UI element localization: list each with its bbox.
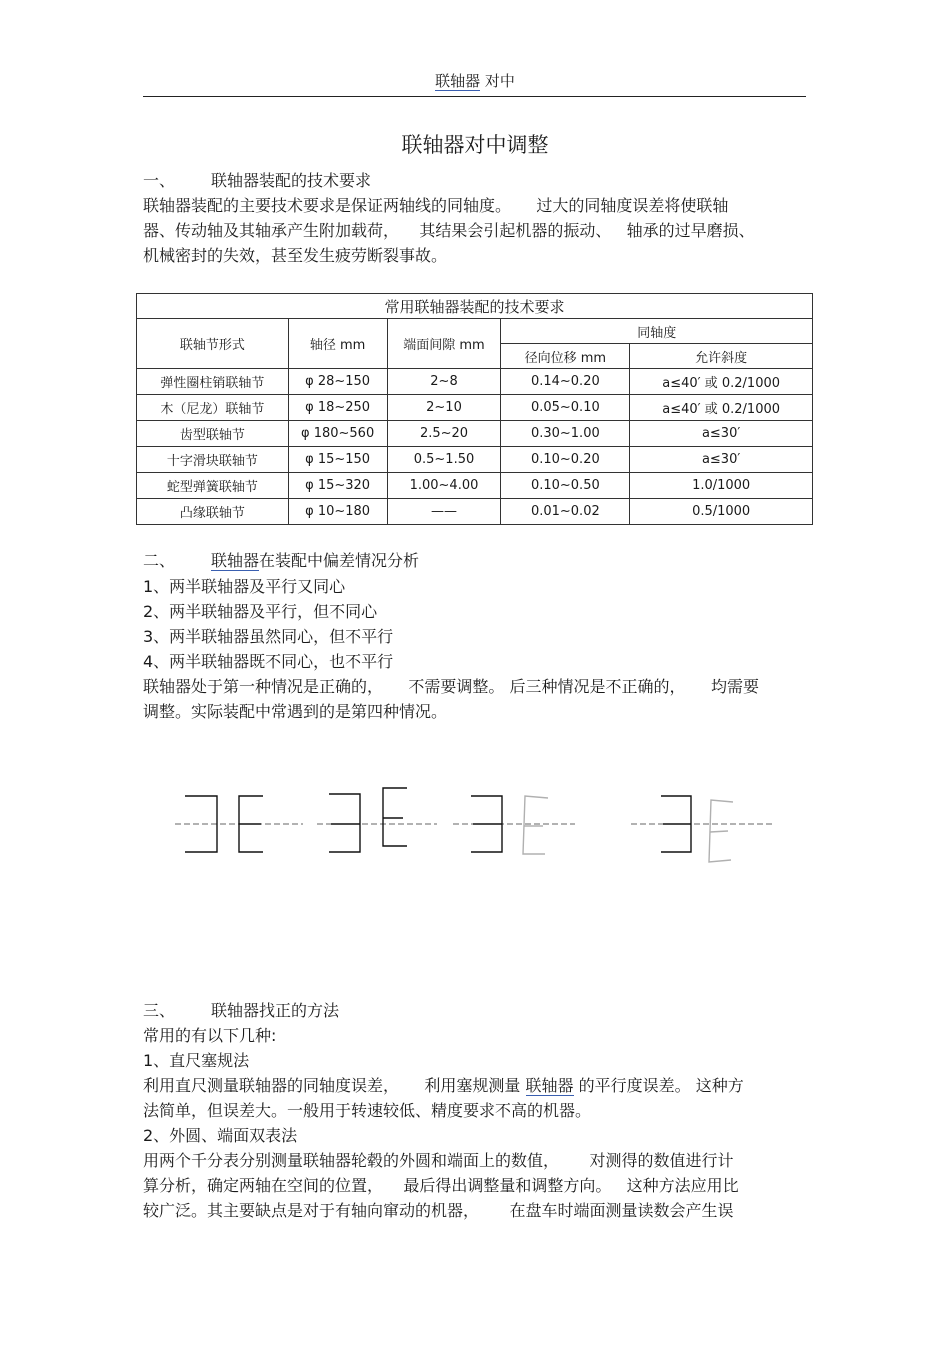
list-item: 1、两半联轴器及平行又同心 xyxy=(143,577,346,596)
section-2-heading-link[interactable]: 联轴器 xyxy=(211,551,260,570)
cell-gap: —— xyxy=(387,499,501,525)
section-3-intro: 常用的有以下几种: xyxy=(143,1026,277,1045)
method-2-line-3: 较广泛。其主要缺点是对于有轴向窜动的机器， 在盘车时端面测量读数会产生误 xyxy=(143,1201,734,1220)
running-header xyxy=(0,70,950,91)
section-1-title: 联轴器装配的技术要求 xyxy=(211,171,372,190)
table-row xyxy=(137,421,813,447)
cell-type: 木（尼龙）联轴节 xyxy=(137,395,289,421)
section-2-line-1: 联轴器处于第一种情况是正确的， 不需要调整。 后三种情况是不正确的， 均需要 xyxy=(143,677,759,696)
section-3-title: 联轴器找正的方法 xyxy=(211,1001,340,1020)
page-title: 联轴器对中调整 xyxy=(401,133,549,157)
cell-slope: a≤30′ xyxy=(630,447,813,473)
section-1-heading xyxy=(143,169,371,193)
header-rule xyxy=(143,96,806,97)
table-header-row xyxy=(137,319,813,344)
header-gap: 端面间隙 mm xyxy=(387,319,501,369)
table-row xyxy=(137,499,813,525)
cell-radial: 0.01~0.02 xyxy=(501,499,630,525)
case-1-coupling xyxy=(175,796,303,852)
cell-slope: 0.5/1000 xyxy=(630,499,813,525)
section-3-number: 三、 xyxy=(143,1001,176,1020)
section-1-line-1: 联轴器装配的主要技术要求是保证两轴线的同轴度。 过大的同轴度误差将使联轴 xyxy=(143,196,729,215)
section-1-line-3: 机械密封的失效，甚至发生疲劳断裂事故。 xyxy=(143,246,448,265)
cell-slope: a≤30′ xyxy=(630,421,813,447)
section-2-title: 在装配中偏差情况分析 xyxy=(259,551,420,570)
cell-slope: a≤40′ 或 0.2/1000 xyxy=(630,395,813,421)
list-item: 3、两半联轴器虽然同心，但不平行 xyxy=(143,627,394,646)
cell-type: 弹性圈柱销联轴节 xyxy=(137,369,289,395)
section-2-heading xyxy=(143,549,419,573)
header-type: 联轴节形式 xyxy=(137,319,289,369)
table-row xyxy=(137,395,813,421)
cell-gap: 0.5~1.50 xyxy=(387,447,501,473)
coupling-alignment-diagram xyxy=(165,780,785,870)
method-1-text-b: 的平行度误差。 这种方 xyxy=(573,1076,744,1095)
cell-radial: 0.05~0.10 xyxy=(501,395,630,421)
list-item: 4、两半联轴器既不同心，也不平行 xyxy=(143,652,394,671)
section-1-line-2: 器、传动轴及其轴承产生附加载荷， 其结果会引起机器的振动、 轴承的过早磨损、 xyxy=(143,221,755,240)
cell-diameter: φ 15~150 xyxy=(288,447,387,473)
method-1-line-2: 法简单，但误差大。一般用于转速较低、精度要求不高的机器。 xyxy=(143,1101,592,1120)
cell-gap: 2.5~20 xyxy=(387,421,501,447)
section-1-number: 一、 xyxy=(143,171,176,190)
case-4-coupling xyxy=(631,796,775,862)
table-row xyxy=(137,473,813,499)
cell-type: 凸缘联轴节 xyxy=(137,499,289,525)
cell-radial: 0.10~0.50 xyxy=(501,473,630,499)
cell-gap: 2~8 xyxy=(387,369,501,395)
header-coaxial: 同轴度 xyxy=(501,319,813,344)
cell-diameter: φ 18~250 xyxy=(288,395,387,421)
table-row xyxy=(137,369,813,395)
header-diameter: 轴径 mm xyxy=(288,319,387,369)
table-caption: 常用联轴器装配的技术要求 xyxy=(137,294,813,319)
cell-slope: a≤40′ 或 0.2/1000 xyxy=(630,369,813,395)
method-1-link[interactable]: 联轴器 xyxy=(525,1076,574,1095)
method-1-title: 1、直尺塞规法 xyxy=(143,1051,250,1070)
header-text: 对中 xyxy=(480,72,515,90)
method-1-line-1 xyxy=(143,1074,744,1098)
cell-type: 蛇型弹簧联轴节 xyxy=(137,473,289,499)
cell-radial: 0.10~0.20 xyxy=(501,447,630,473)
method-2-line-1: 用两个千分表分别测量联轴器轮毂的外圆和端面上的数值， 对测得的数值进行计 xyxy=(143,1151,734,1170)
cell-diameter: φ 10~180 xyxy=(288,499,387,525)
cell-gap: 1.00~4.00 xyxy=(387,473,501,499)
header-slope: 允许斜度 xyxy=(630,344,813,369)
section-2-line-2: 调整。实际装配中常遇到的是第四种情况。 xyxy=(143,702,448,721)
list-item: 2、两半联轴器及平行，但不同心 xyxy=(143,602,378,621)
cell-diameter: φ 180~560 xyxy=(288,421,387,447)
section-3-heading xyxy=(143,999,339,1023)
table-row xyxy=(137,447,813,473)
header-link[interactable]: 联轴器 xyxy=(435,72,481,90)
spec-table xyxy=(136,293,813,525)
cell-radial: 0.30~1.00 xyxy=(501,421,630,447)
cell-diameter: φ 28~150 xyxy=(288,369,387,395)
section-2-number: 二、 xyxy=(143,551,176,570)
method-2-title: 2、外圆、端面双表法 xyxy=(143,1126,298,1145)
cell-slope: 1.0/1000 xyxy=(630,473,813,499)
case-2-coupling xyxy=(317,788,437,852)
cell-gap: 2~10 xyxy=(387,395,501,421)
cell-type: 十字滑块联轴节 xyxy=(137,447,289,473)
cell-radial: 0.14~0.20 xyxy=(501,369,630,395)
method-2-line-2: 算分析，确定两轴在空间的位置， 最后得出调整量和调整方向。 这种方法应用比 xyxy=(143,1176,739,1195)
cell-type: 齿型联轴节 xyxy=(137,421,289,447)
header-radial: 径向位移 mm xyxy=(501,344,630,369)
case-3-coupling xyxy=(453,796,575,854)
method-1-text-a: 利用直尺测量联轴器的同轴度误差， 利用塞规测量 xyxy=(143,1076,526,1095)
cell-diameter: φ 15~320 xyxy=(288,473,387,499)
table-caption-row xyxy=(137,294,813,319)
